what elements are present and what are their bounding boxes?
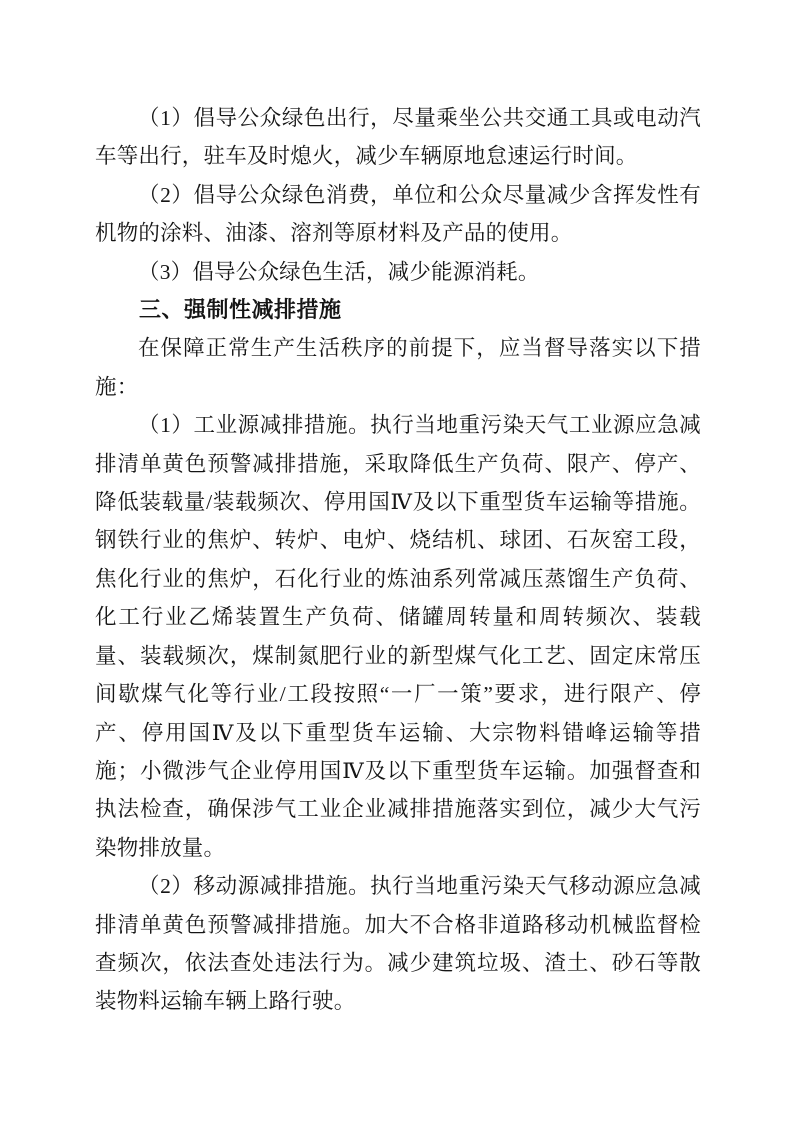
- paragraph-intro-measures: 在保障正常生产生活秩序的前提下，应当督导落实以下措施：: [95, 336, 701, 399]
- paragraph-green-travel: （1）倡导公众绿色出行，尽量乘坐公共交通工具或电动汽车等出行，驻车及时熄火，减少车辆原地怠速运行时间。: [95, 106, 701, 169]
- document-body: [95, 99, 701, 1021]
- paragraph-industrial-source-measures: （1）工业源减排措施。执行当地重污染天气工业源应急减排清单黄色预警减排措施，采取降低生产负荷、限产、停产、降低装载量/装载频次、停用国Ⅳ及以下重型货车运输等措施。钢铁行业的焦炉、转炉、电炉、烧结机、球团、石灰窑工段，焦化行业的焦炉，石化行业的炼油系列常减压蒸馏生产负荷、化工行业乙烯装置生产负荷、储罐周转量和周转频次、装载量、装载频次，煤制氮肥行业的新型煤气化工艺、固定床常压间歇煤气化等行业/工段按照“一厂一策”要求，进行限产、停产、停用国Ⅳ及以下重型货车运输、大宗物料错峰运输等措施；小微涉气企业停用国Ⅳ及以下重型货车运输。加强督查和执法检查，确保涉气工业企业减排措施落实到位，减少大气污染物排放量。: [95, 413, 701, 860]
- paragraph-green-consumption: （2）倡导公众绿色消费，单位和公众尽量减少含挥发性有机物的涂料、油漆、溶剂等原材料及产品的使用。: [95, 182, 701, 246]
- section-heading-mandatory-measures: 三、强制性减排措施: [139, 297, 342, 323]
- paragraph-mobile-source-measures: （2）移动源减排措施。执行当地重污染天气移动源应急减排清单黄色预警减排措施。加大不合格非道路移动机械监督检查频次，依法查处违法行为。减少建筑垃圾、渣土、砂石等散装物料运输车辆上路行驶。: [95, 874, 701, 1014]
- paragraph-green-living: （3）倡导公众绿色生活，减少能源消耗。: [138, 259, 540, 284]
